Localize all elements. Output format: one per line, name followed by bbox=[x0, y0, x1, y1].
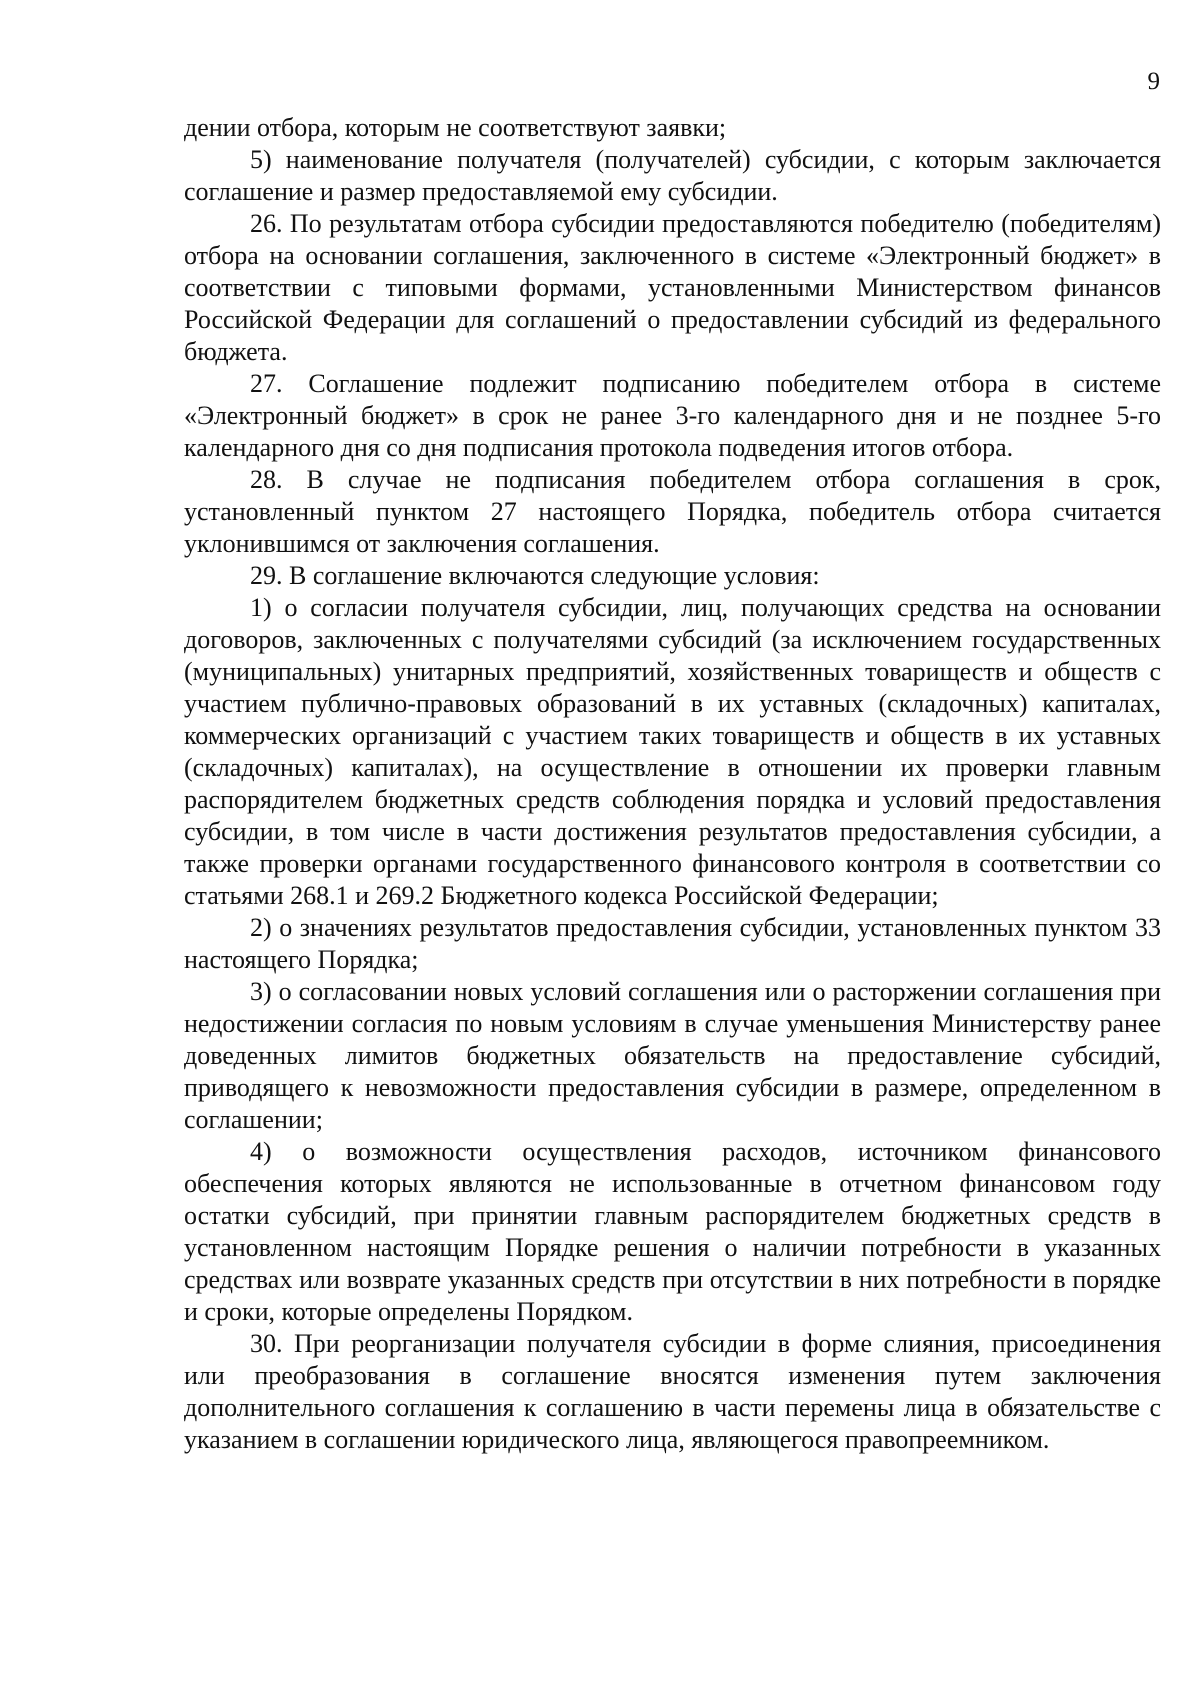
paragraph-continuation: дении отбора, которым не соответствуют заявки; bbox=[184, 113, 727, 142]
paragraph-clause-26: 26. По результатам отбора субсидии предоставляются победителю (победителям) отбора на основании соглашения, заключенного в системе «Электронный бюджет» в соответствии с типовыми формами, установленными Министерством финансов Российской Федерации для соглашений о предоставлении субсидий из федерального бюджета. bbox=[184, 209, 1161, 366]
document-body bbox=[184, 112, 1161, 1456]
paragraph-clause-28: 28. В случае не подписания победителем отбора соглашения в срок, установленный пунктом 27 настоящего Порядка, победитель отбора считается уклонившимся от заключения соглашения. bbox=[184, 465, 1161, 558]
paragraph-clause-29-item-4: 4) о возможности осуществления расходов, источником финансового обеспечения которых являются не использованные в отчетном финансовом году остатки субсидий, при принятии главным распорядителем бюджетных средств в установленном настоящим Порядке решения о наличии потребности в указанных средствах или возврате указанных средств при отсутствии в них потребности в порядке и сроки, которые определены Порядком. bbox=[184, 1137, 1161, 1326]
paragraph-clause-29-item-3: 3) о согласовании новых условий соглашения или о расторжении соглашения при недостижении согласия по новым условиям в случае уменьшения Министерству ранее доведенных лимитов бюджетных обязательств на предоставление субсидий, приводящего к невозможности предоставления субсидии в размере, определенном в соглашении; bbox=[184, 977, 1161, 1134]
paragraph-clause-29-item-1: 1) о согласии получателя субсидии, лиц, получающих средства на основании договоров, заключенных с получателями субсидий (за исключением государственных (муниципальных) унитарных предприятий, хозяйственных товариществ и обществ с участием публично-правовых образований в их уставных (складочных) капиталах, коммерческих организаций с участием таких товариществ и обществ в их уставных (складочных) капиталах), на осуществление в отношении их проверки главным распорядителем бюджетных средств соблюдения порядка и условий предоставления субсидии, в том числе в части достижения результатов предоставления субсидии, а также проверки органами государственного финансового контроля в соответствии со статьями 268.1 и 269.2 Бюджетного кодекса Российской Федерации; bbox=[184, 593, 1161, 910]
paragraph-clause-30: 30. При реорганизации получателя субсидии в форме слияния, присоединения или преобразования в соглашение вносятся изменения путем заключения дополнительного соглашения к соглашению в части перемены лица в обязательстве с указанием в соглашении юридического лица, являющегося правопреемником. bbox=[184, 1329, 1161, 1454]
paragraph-item-5: 5) наименование получателя (получателей) субсидии, с которым заключается соглашение и размер предоставляемой ему субсидии. bbox=[184, 145, 1161, 206]
paragraph-clause-29-item-2: 2) о значениях результатов предоставления субсидии, установленных пунктом 33 настоящего Порядка; bbox=[184, 913, 1161, 974]
page-number: 9 bbox=[1147, 68, 1160, 95]
paragraph-clause-27: 27. Соглашение подлежит подписанию победителем отбора в системе «Электронный бюджет» в срок не ранее 3-го календарного дня и не позднее 5-го календарного дня со дня подписания протокола подведения итогов отбора. bbox=[184, 369, 1161, 462]
paragraph-clause-29: 29. В соглашение включаются следующие условия: bbox=[250, 561, 820, 590]
